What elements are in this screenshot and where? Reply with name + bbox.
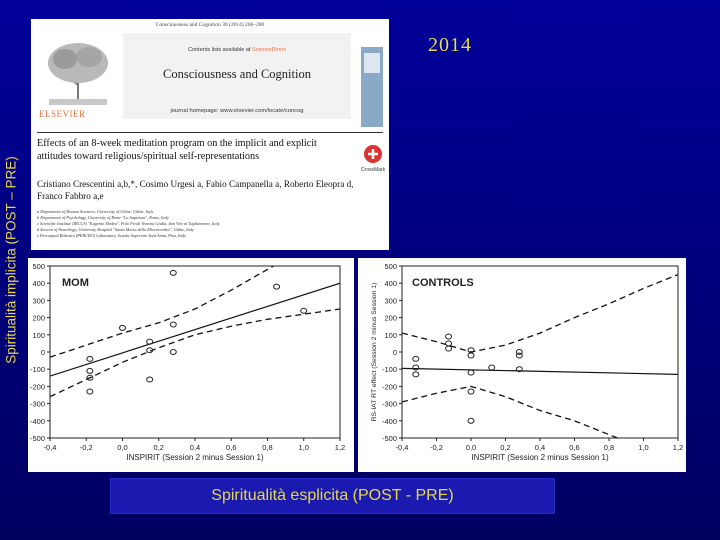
y-tick-label: 0 (392, 348, 397, 357)
y-tick-label: 200 (32, 313, 45, 323)
x-tick-label: 0,2 (500, 443, 511, 452)
y-tick-label: 400 (32, 279, 45, 289)
y-tick-label: -100 (29, 365, 45, 375)
journal-homepage: journal homepage: www.elsevier.com/locate/concog (170, 108, 304, 114)
y-tick-label: 100 (32, 330, 45, 340)
affiliation-line: d Section of Neurology, University Hospital "Santa Maria della Misericordia", Udine, Italy (37, 227, 195, 233)
journal-header (35, 33, 385, 121)
affiliation-line: a Department of Human Sciences, University of Udine, Udine, Italy (37, 209, 154, 214)
affiliation-line: c Scientific Institute (IRCCS) "Eugenio Medea", Polo Friuli Venezia Giulia, San Vito al Tagliamento, Italy (37, 221, 220, 227)
x-tick-label: -0,4 (395, 443, 409, 452)
controls-scatter-plot (358, 258, 686, 472)
x-tick-label: 0,0 (117, 443, 128, 452)
x-axis-label: INSPIRIT (Session 2 minus Session 1) (471, 453, 609, 462)
y-axis-title: Spiritualità implicita (POST – PRE) (3, 156, 19, 364)
plot-title: CONTROLS (412, 277, 474, 289)
x-tick-label: 0,2 (153, 443, 164, 452)
x-axis-title: Spiritualità esplicita (POST - PRE) (211, 487, 454, 504)
paper-citation: Consciousness and Cognition 30 (2014) 266–280 (155, 22, 265, 28)
y-tick-label: -100 (381, 365, 397, 375)
y-tick-label: 200 (384, 313, 397, 323)
affiliations (37, 209, 385, 239)
y-tick-label: -200 (29, 382, 45, 392)
y-tick-label: 300 (384, 296, 397, 306)
contents-line (123, 47, 351, 53)
affiliation-line: e Perceptual Robotics (PERCRO) Laboratory, Scuola Superiore Sant'Anna, Pisa, Italy (37, 233, 186, 239)
contents-prefix: Contents lists available at (188, 47, 251, 53)
x-tick-label: 0,8 (603, 443, 615, 452)
x-tick-label: 1,2 (334, 443, 346, 452)
paper-title: Effects of an 8-week meditation program on the implicit and explicit attitudes toward religious/spiritual self-representations (37, 138, 317, 162)
x-tick-label: 0,4 (189, 443, 201, 452)
x-tick-label: 0,6 (569, 443, 580, 452)
y-tick-label: -300 (381, 399, 397, 409)
y-tick-label: -500 (29, 434, 45, 443)
x-tick-label: -0,2 (79, 443, 93, 452)
y-tick-label: 100 (384, 330, 397, 340)
cover-label (364, 53, 380, 73)
year-label: 2014 (428, 34, 472, 56)
publisher-name: ELSEVIER (39, 109, 86, 119)
y-tick-label: -500 (381, 434, 397, 443)
x-tick-label: 0,8 (262, 443, 273, 452)
mom-scatter-plot (28, 258, 354, 472)
journal-banner (123, 33, 351, 119)
y-tick-label: 0 (40, 348, 45, 357)
plot-background (358, 258, 686, 472)
y-tick-label: -400 (29, 416, 45, 426)
x-tick-label: 0,4 (534, 443, 546, 452)
y-tick-label: 500 (384, 262, 397, 271)
paper-snippet (31, 19, 389, 250)
y-tick-label: -200 (381, 382, 397, 392)
y-tick-label: -400 (381, 416, 397, 426)
x-tick-label: -0,2 (430, 443, 443, 452)
x-tick-label: 1,0 (638, 443, 649, 452)
elsevier-tree-logo (37, 37, 119, 117)
x-tick-label: -0,4 (43, 443, 57, 452)
y-axis-label: RS-IAT RT effect (Session 2 minus Session 1) (371, 282, 378, 422)
x-tick-label: 0,6 (226, 443, 237, 452)
sciencedirect-link[interactable]: ScienceDirect (251, 47, 286, 53)
x-axis-title-box (110, 478, 555, 514)
journal-cover-thumbnail (361, 47, 383, 127)
crossmark-icon (361, 143, 385, 173)
crossmark-label: CrossMark (361, 167, 385, 173)
y-tick-label: 500 (32, 262, 45, 271)
y-axis-title-wrapper (0, 40, 22, 480)
journal-name: Consciousness and Cognition (163, 67, 311, 81)
plot-title: MOM (62, 277, 89, 289)
plot-background (28, 258, 354, 472)
x-tick-label: 1,2 (672, 443, 684, 452)
affiliation-line: b Department of Psychology, University of Rome "La Sapienza", Rome, Italy (37, 215, 169, 221)
x-tick-label: 1,0 (298, 443, 309, 452)
y-tick-label: -300 (29, 399, 45, 409)
x-tick-label: 0,0 (465, 443, 477, 452)
y-tick-label: 300 (32, 296, 45, 306)
header-rule (37, 132, 383, 133)
paper-authors: Cristiano Crescentini a,b,*, Cosimo Urgesi a, Fabio Campanella a, Roberto Eleopra d, Franco Fabbro a,e (37, 179, 354, 201)
x-axis-label: INSPIRIT (Session 2 minus Session 1) (126, 453, 264, 462)
y-tick-label: 400 (384, 279, 397, 289)
